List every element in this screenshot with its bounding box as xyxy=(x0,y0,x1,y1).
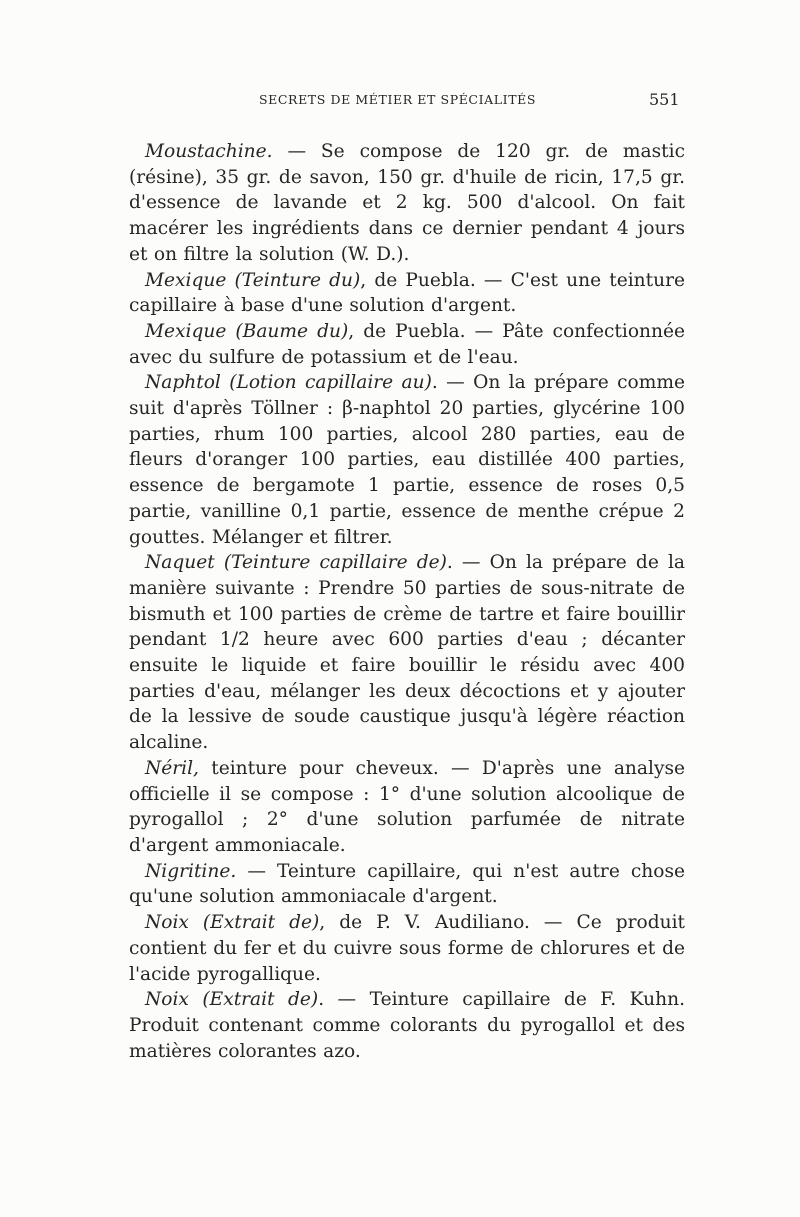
entry-subtitle: (Teinture du) xyxy=(234,269,361,291)
entry-neril xyxy=(129,756,685,859)
entry-term: Mexique xyxy=(145,320,227,342)
entry-text: . — On la prépare de la manière suivante : Prendre 50 parties de sous-nitrate de bismuth et 100 parties de crème de tartre et faire bouillir pendant 1/2 heure avec 600 parties d'eau ; décanter ensuite le liquide et faire bouillir le résidu avec 400 parties d'eau, mélanger les deux décoctions et y ajouter de la lessive de soude caustique jusqu'à légère réaction alcaline. xyxy=(129,552,685,754)
entry-moustachine xyxy=(129,139,685,268)
entry-term: Noix xyxy=(145,912,189,934)
entry-text: . — On la prépare comme suit d'après Töllner : β-naphtol 20 parties, glycérine 100 parties, rhum 100 parties, alcool 280 parties, eau de fleurs d'oranger 100 parties, eau distillée 400 parties, essence de bergamote 1 partie, essence de roses 0,5 partie, vanilline 0,1 partie, essence de menthe crépue 2 gouttes. Mélanger et filtrer. xyxy=(129,372,685,548)
entry-noix-audiliano xyxy=(129,910,685,987)
entry-text: . — Teinture capillaire de F. Kuhn. Produit contenant comme colorants du pyrogallol et des matières colorantes azo. xyxy=(129,989,685,1062)
entry-text: , de Puebla. — C'est une teinture capillaire à base d'une solution d'argent. xyxy=(129,269,685,317)
running-head: SECRETS DE MÉTIER ET SPÉCIALITÉS xyxy=(259,92,537,107)
entry-term: Mexique xyxy=(145,269,227,291)
entry-nigritine xyxy=(129,859,685,910)
entry-subtitle: (Baume du) xyxy=(235,320,349,342)
entry-text: — Teinture capillaire, qui n'est autre chose qu'une solution ammoniacale d'argent. xyxy=(129,860,685,908)
entry-term: Nigritine. xyxy=(145,860,237,882)
entry-text: — Se compose de 120 gr. de mastic (résine), 35 gr. de savon, 150 gr. d'huile de ricin, 17,5 gr. d'essence de lavande et 2 kg. 500 d'alcool. On fait macérer les ingrédients dans ce dernier pendant 4 jours et on filtre la solution (W. D.). xyxy=(129,141,685,265)
page-header xyxy=(0,92,800,116)
entry-mexique-baume xyxy=(129,319,685,370)
entry-term: Néril, xyxy=(145,757,199,779)
entry-subtitle: (Lotion capillaire au) xyxy=(229,372,432,394)
body-text xyxy=(129,139,685,1064)
entry-mexique-teinture xyxy=(129,268,685,319)
entry-text: , de Puebla. — Pâte confectionnée avec du sulfure de potassium et de l'eau. xyxy=(129,320,685,368)
page-number: 551 xyxy=(649,90,680,109)
entry-naphtol xyxy=(129,370,685,550)
entry-term: Moustachine. xyxy=(145,141,273,162)
entry-term: Noix xyxy=(145,989,189,1011)
entry-subtitle: (Extrait de) xyxy=(202,989,319,1011)
entry-subtitle: (Teinture capillaire de) xyxy=(223,552,447,574)
entry-text: teinture pour cheveux. — D'après une analyse officielle il se compose : 1° d'une solution alcoolique de pyrogallol ; 2° d'une solution parfumée de nitrate d'argent ammoniacale. xyxy=(129,757,685,856)
entry-text: , de P. V. Audiliano. — Ce produit contient du fer et du cuivre sous forme de chlorures et de l'acide pyrogallique. xyxy=(129,912,685,985)
entry-term: Naquet xyxy=(145,552,215,574)
entry-noix-kuhn xyxy=(129,987,685,1064)
entry-naquet xyxy=(129,550,685,756)
entry-term: Naphtol xyxy=(145,372,221,394)
entry-subtitle: (Extrait de) xyxy=(202,912,320,934)
